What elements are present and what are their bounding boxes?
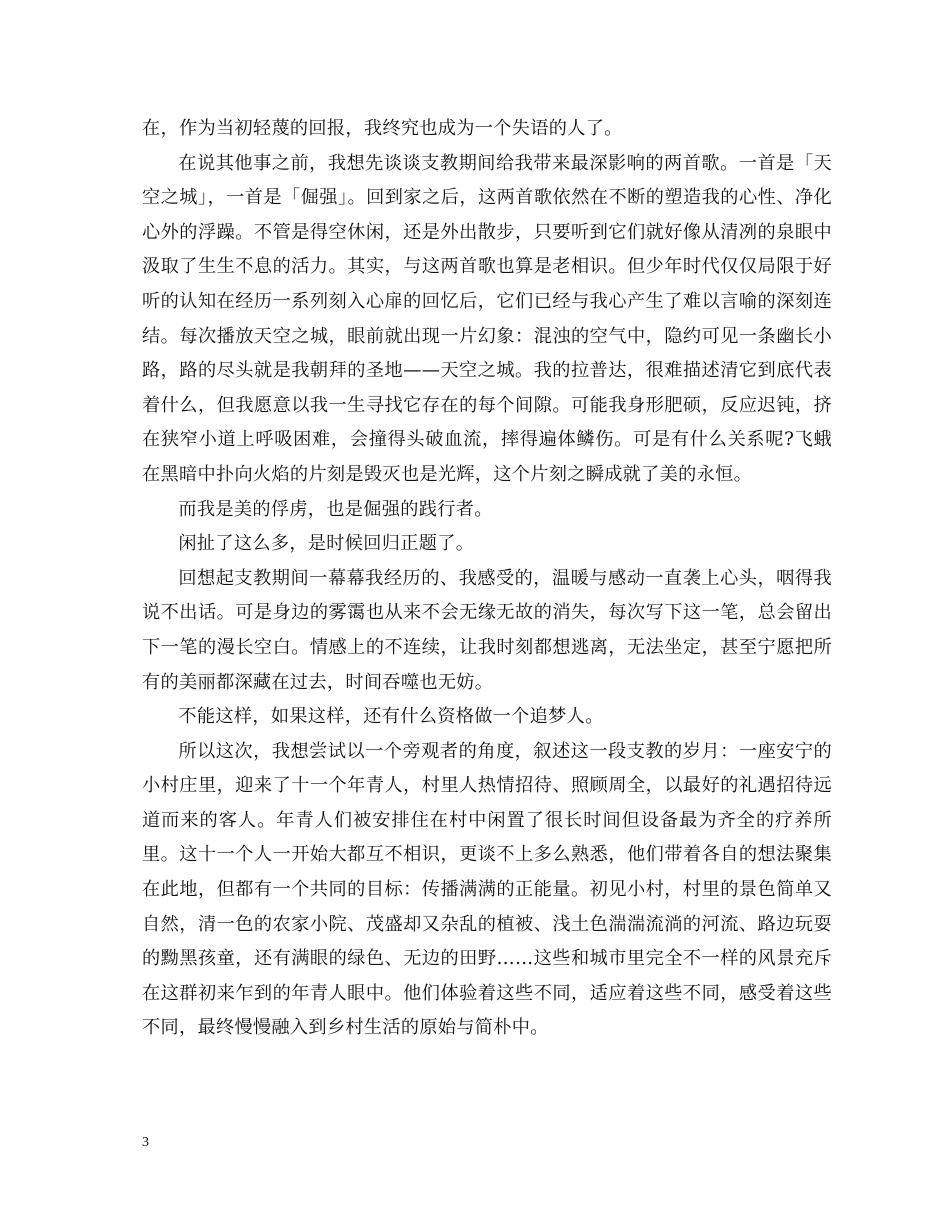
paragraph-5: 回想起支教期间一幕幕我经历的、我感受的，温暖与感动一直袭上心头，咽得我说不出话。可是身边的雾霭也从来不会无缘无故的消失，每次写下这一笔，总会留出下一笔的漫长空白。情感上的不连续，让我时刻都想逃离，无法坐定，甚至宁愿把所有的美丽都深藏在过去，时间吞噬也无妨。 [142,567,832,693]
page-number: 3 [142,1135,149,1150]
paragraph-2: 在说其他事之前，我想先谈谈支教期间给我带来最深影响的两首歌。一首是「天空之城」，一首是「倔强」。回到家之后，这两首歌依然在不断的塑造我的心性、净化心外的浮躁。不管是得空休闲，还是外出散步，只要听到它们就好像从清冽的泉眼中汲取了生生不息的活力。其实，与这两首歌也算是老相识。但少年时代仅仅局限于好听的认知在经历一系列刻入心扉的回忆后，它们已经与我心产生了难以言喻的深刻连结。每次播放天空之城，眼前就出现一片幻象：混浊的空气中，隐约可见一条幽长小路，路的尽头就是我朝拜的圣地——天空之城。我的拉普达，很难描述清它到底代表着什么，但我愿意以我一生寻找它存在的每个间隙。可能我身形肥硕，反应迟钝，挤在狭窄小道上呼吸困难，会撞得头破血流，摔得遍体鳞伤。可是有什么关系呢?飞蛾在黑暗中扑向火焰的片刻是毁灭也是光辉，这个片刻之瞬成就了美的永恒。 [142,152,832,485]
paragraph-3: 而我是美的俘虏，也是倔强的践行者。 [178,498,493,520]
paragraph-7: 所以这次，我想尝试以一个旁观者的角度，叙述这一段支教的岁月：一座安宁的小村庄里，迎来了十一个年青人，村里人热情招待、照顾周全，以最好的礼遇招待远道而来的客人。年青人们被安排住在村中闲置了很长时间但设备最为齐全的疗养所里。这十一个人一开始大都互不相识，更谈不上多么熟悉，他们带着各自的想法聚集在此地，但都有一个共同的目标：传播满满的正能量。初见小村，村里的景色简单又自然，清一色的农家小院、茂盛却又杂乱的植被、浅土色湍湍流淌的河流、路边玩耍的黝黑孩童，还有满眼的绿色、无边的田野……这些和城市里完全不一样的风景充斥在这群初来乍到的年青人眼中。他们体验着这些不同，适应着这些不同，感受着这些不同，最终慢慢融入到乡村生活的原始与简朴中。 [142,740,832,1039]
body-text [142,112,832,1046]
paragraph-4: 闲扯了这么多，是时候回归正题了。 [178,533,475,555]
paragraph-1: 在，作为当初轻蔑的回报，我终究也成为一个失语的人了。 [142,118,623,139]
paragraph-6: 不能这样，如果这样，还有什么资格做一个追梦人。 [178,706,604,728]
